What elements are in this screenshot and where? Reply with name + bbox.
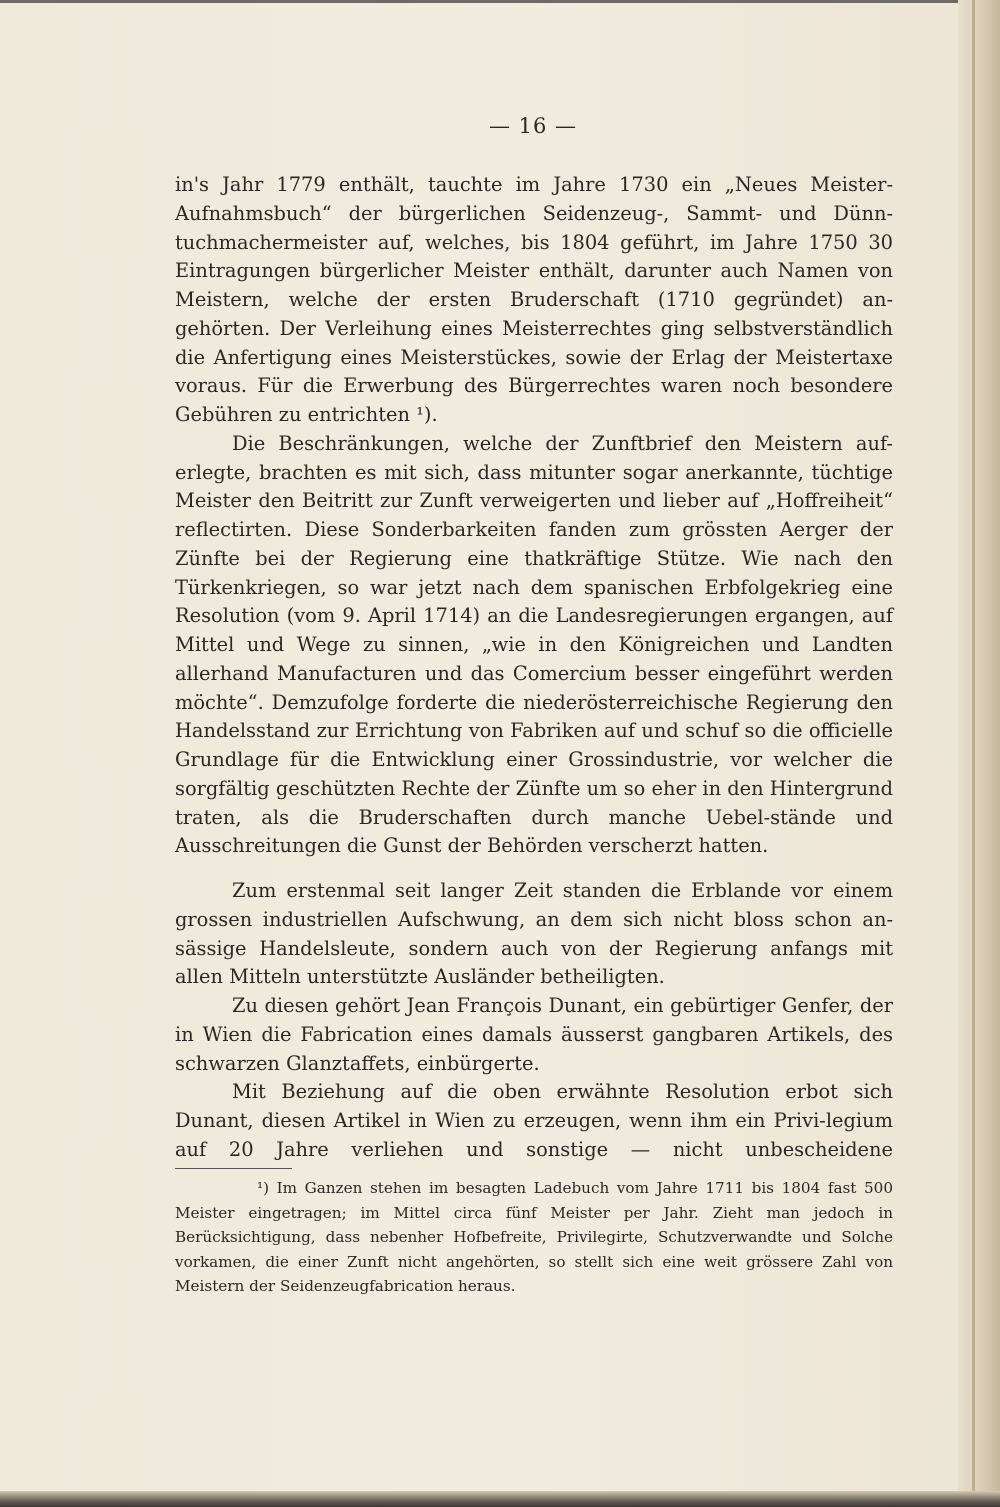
paragraph-3: Zum erstenmal seit langer Zeit standen die Erblande vor einem grossen industriellen Aufschwung, an dem sich nicht bloss schon an-sässige Handelsleute, sondern auch von der Regierung anfangs mit allen Mitteln unterstützte Ausländer betheiligten.: [175, 879, 893, 989]
footnote-rule: [175, 1168, 292, 1169]
bottom-edge-rule: [0, 1491, 1000, 1507]
top-edge-rule: [0, 0, 1000, 3]
footnote-1: ¹) Im Ganzen stehen im besagten Ladebuch vom Jahre 1711 bis 1804 fast 500 Meister eingetragen; im Mittel circa fünf Meister per Jahr. Zieht man jedoch in Berücksichtigung, dass nebenher Hofbefreite, Privilegirte, Schutzverwandte und Solche vorkamen, die einer Zunft nicht angehörten, so stellt sich eine weit grössere Zahl von Meistern der Seidenzeugfabrication heraus.: [175, 1179, 893, 1295]
page-number: — 16 —: [488, 114, 578, 138]
paragraph-4: Zu diesen gehört Jean François Dunant, ein gebürtiger Genfer, der in Wien die Fabrication eines damals äusserst gangbaren Artikels, des schwarzen Glanztaffets, einbürgerte.: [175, 994, 893, 1075]
paragraph-2: Die Beschränkungen, welche der Zunftbrief den Meistern auf-erlegte, brachten es mit sich, dass mitunter sogar anerkannte, tüchtige Meister den Beitritt zur Zunft verweigerten und lieber auf „Hoffreiheit“ reflectirten. Diese Sonderbarkeiten fanden zum grössten Aerger der Zünfte bei der Regierung eine thatkräftige Stütze. Wie nach den Türkenkriegen, so war jetzt nach dem spanischen Erbfolgekrieg eine Resolution (vom 9. April 1714) an die Landesregierungen ergangen, auf Mittel und Wege zu sinnen, „wie in den Königreichen und Landten allerhand Manufacturen und das Comercium besser eingeführt werden möchte“. Demzufolge forderte die niederösterreichische Regierung den Handelsstand zur Errichtung von Fabriken auf und schuf so die officielle Grundlage für die Entwicklung einer Grossindustrie, vor welcher die sorgfältig geschützten Rechte der Zünfte um so eher in den Hintergrund traten, als die Bruderschaften durch manche Uebel-stände und Ausschreitungen die Gunst der Behörden verscherzt hatten.: [175, 431, 893, 858]
paragraph-5: Mit Beziehung auf die oben erwähnte Resolution erbot sich Dunant, diesen Artikel in Wien zu erzeugen, wenn ihm ein Privi-legium auf 20 Jahre verliehen und sonstige — nicht unbescheidene: [175, 1080, 893, 1161]
page-fold-edge: [958, 0, 1000, 1507]
fold-line: [972, 0, 975, 1507]
paragraph-1: in's Jahr 1779 enthält, tauchte im Jahre 1730 ein „Neues Meister-Aufnahmsbuch“ der bürgerlichen Seidenzeug-, Sammt- und Dünn-tuchmachermeister auf, welches, bis 1804 geführt, im Jahre 1750 30 Eintragungen bürgerlicher Meister enthält, darunter auch Namen von Meistern, welche der ersten Bruderschaft (1710 gegründet) an-gehörten. Der Verleihung eines Meisterrechtes ging selbstverständlich die Anfertigung eines Meisterstückes, sowie der Erlag der Meistertaxe voraus. Für die Erwerbung des Bürgerrechtes waren noch besondere Gebühren zu entrichten ¹).: [175, 173, 893, 426]
body-text: [175, 171, 893, 1165]
section-gap: [175, 861, 893, 877]
footnotes: [175, 1176, 893, 1299]
